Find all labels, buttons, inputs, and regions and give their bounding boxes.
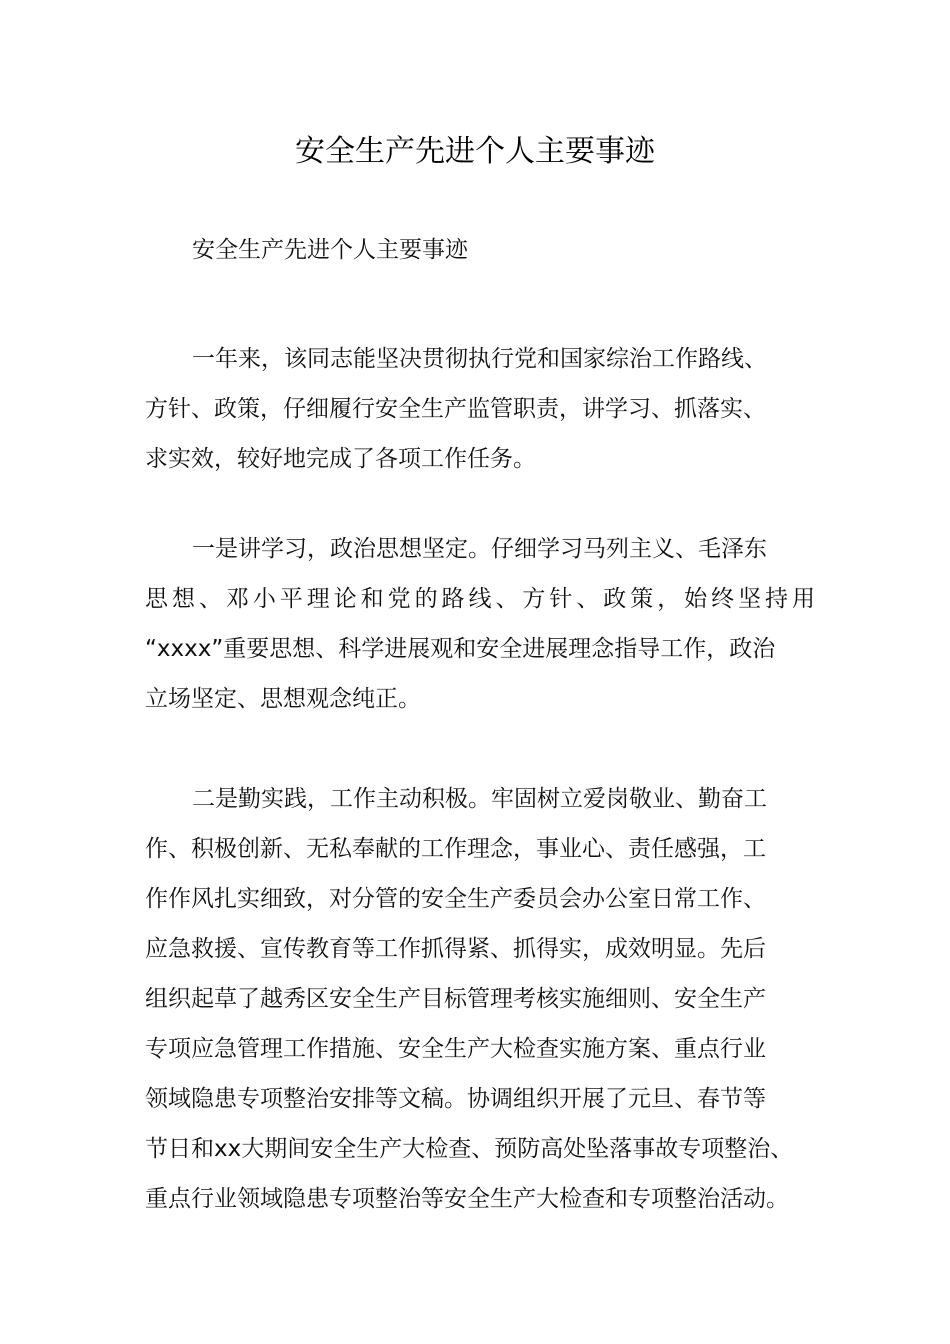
paragraph-line: 作作风扎实细致，对分管的安全生产委员会办公室日常工作、: [145, 886, 766, 912]
paragraph-line: 作、积极创新、无私奉献的工作理念，事业心、责任感强，工: [145, 836, 766, 862]
paragraph-study: [145, 524, 815, 724]
paragraph-line: 二是勤实践，工作主动积极。牢固树立爱岗敬业、勤奋工: [192, 786, 767, 812]
paragraph-line: 立场坚定、思想观念纯正。: [145, 686, 421, 712]
paragraph-line: 一是讲学习，政治思想坚定。仔细学习马列主义、毛泽东: [192, 536, 767, 562]
paragraph-line: 专项应急管理工作措施、安全生产大检查实施方案、重点行业: [145, 1036, 766, 1062]
paragraph-intro: [145, 334, 815, 484]
paragraph-line: 一年来，该同志能坚决贯彻执行党和国家综治工作路线、: [192, 346, 767, 372]
paragraph-line: 节日和xx大期间安全生产大检查、预防高处坠落事故专项整治、: [145, 1136, 794, 1162]
paragraph-line: 方针、政策，仔细履行安全生产监管职责，讲学习、抓落实、: [145, 396, 766, 422]
paragraph-line: 求实效，较好地完成了各项工作任务。: [145, 446, 536, 472]
paragraph-line: 组织起草了越秀区安全生产目标管理考核实施细则、安全生产: [145, 986, 766, 1012]
paragraph-line: “xxxx”重要思想、科学进展观和安全进展理念指导工作，政治: [145, 636, 776, 662]
document-title: 安全生产先进个人主要事迹: [295, 134, 655, 169]
paragraph-line: 领域隐患专项整治安排等文稿。协调组织开展了元旦、春节等: [145, 1086, 766, 1112]
paragraph-practice: [145, 774, 815, 1224]
paragraph-line: 思想、邓小平理论和党的路线、方针、政策，始终坚持用: [145, 586, 815, 612]
document-subtitle: 安全生产先进个人主要事迹: [192, 237, 468, 263]
paragraph-line: 重点行业领域隐患专项整治等安全生产大检查和专项整治活动。: [145, 1186, 789, 1212]
paragraph-line: 应急救援、宣传教育等工作抓得紧、抓得实，成效明显。先后: [145, 936, 766, 962]
